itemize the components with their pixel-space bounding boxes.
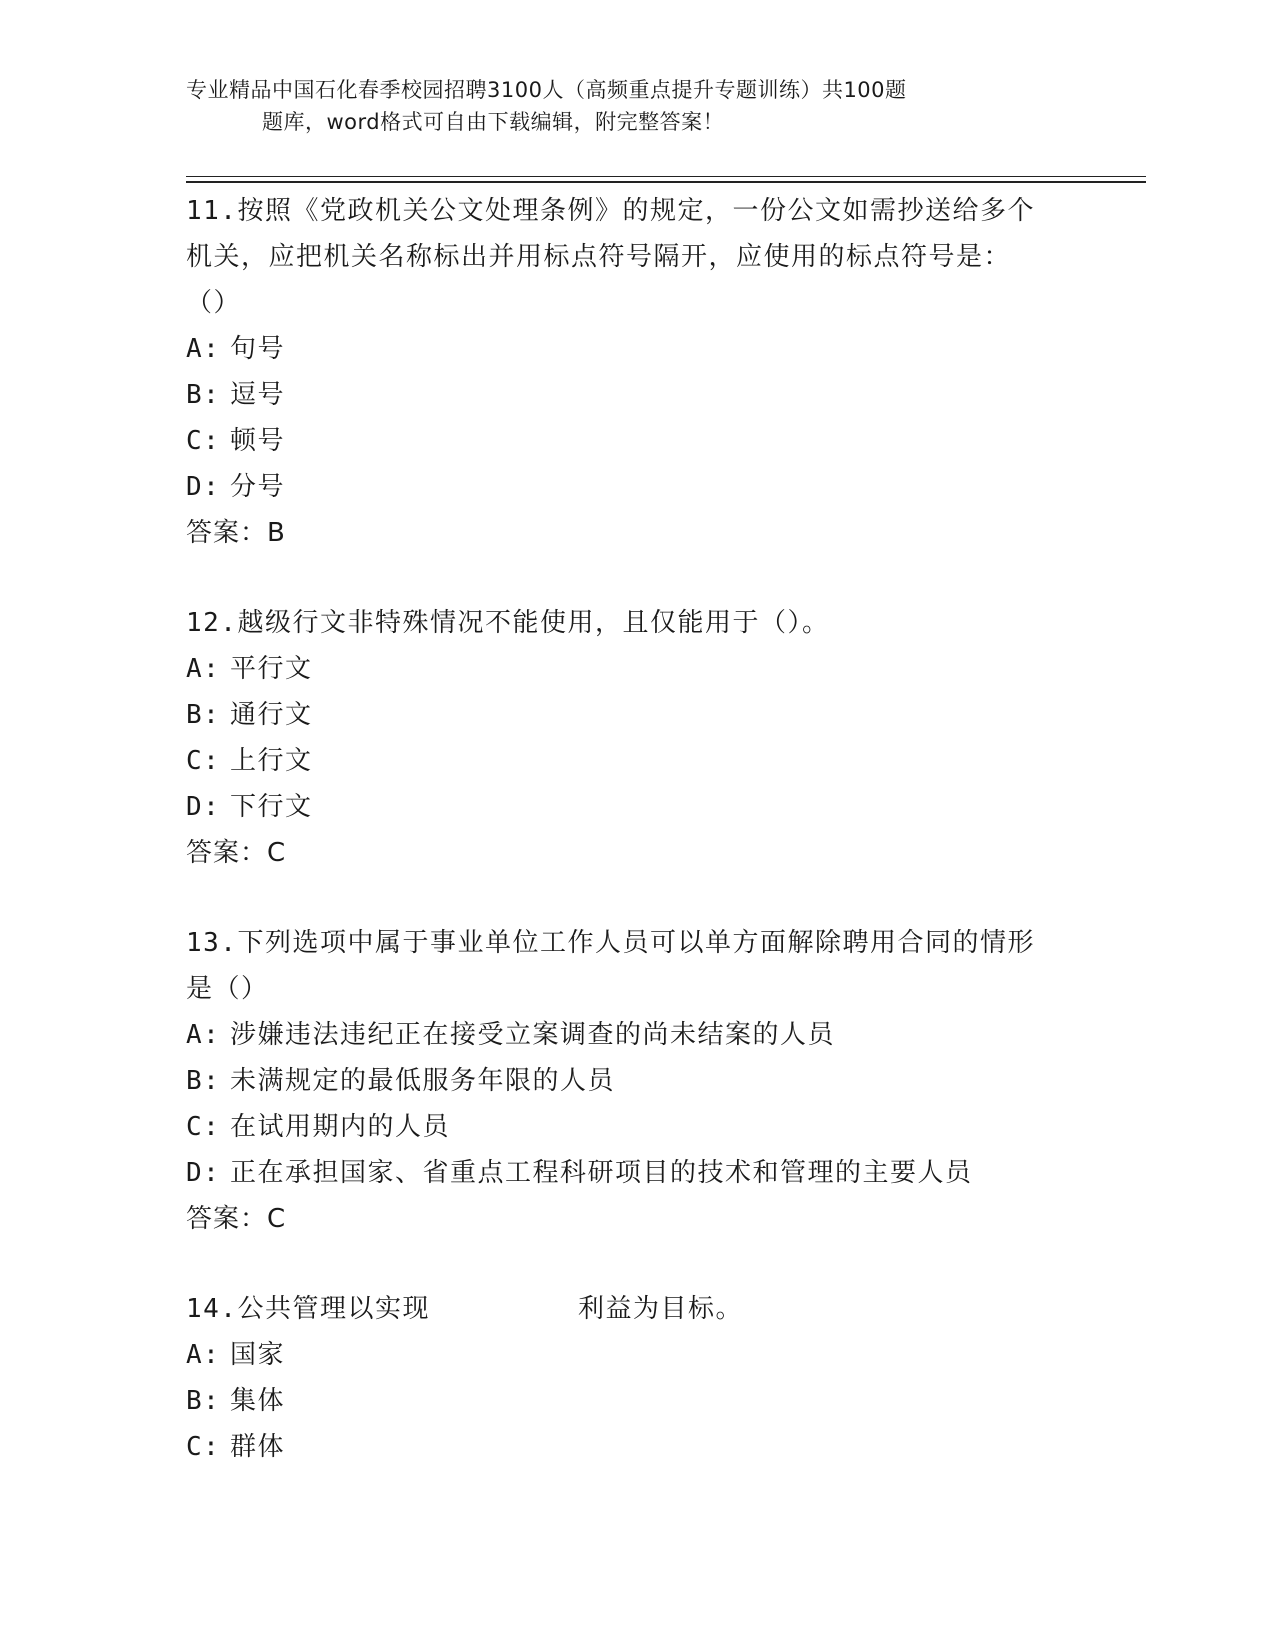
option-a — [186, 646, 1086, 692]
question-text-line: 机关，应把机关名称标出并用标点符号隔开，应使用的标点符号是： — [186, 242, 1012, 272]
question-text-after-blank: 利益为目标。 — [577, 1294, 743, 1324]
document-header — [186, 74, 1086, 138]
option-letter: C: — [186, 746, 221, 776]
option-letter: D: — [186, 1158, 221, 1188]
question-text-line: 12.越级行文非特殊情况不能使用，且仅能用于（）。 — [186, 608, 830, 638]
option-text: 句号 — [230, 334, 286, 364]
answer-line: 答案：C — [186, 838, 287, 868]
question-12 — [186, 600, 1086, 876]
option-d — [186, 464, 1086, 510]
option-a — [186, 1332, 1086, 1378]
option-text: 分号 — [230, 472, 286, 502]
option-a — [186, 1012, 1086, 1058]
option-c — [186, 1424, 1086, 1470]
question-list — [186, 188, 1086, 1470]
option-b — [186, 1378, 1086, 1424]
option-text: 未满规定的最低服务年限的人员 — [230, 1066, 616, 1096]
question-text-line: （） — [186, 288, 242, 318]
option-letter: A: — [186, 334, 221, 364]
option-text: 群体 — [230, 1432, 286, 1462]
option-text: 正在承担国家、省重点工程科研项目的技术和管理的主要人员 — [230, 1158, 973, 1188]
option-text: 通行文 — [230, 700, 313, 730]
option-letter: D: — [186, 472, 221, 502]
option-letter: A: — [186, 654, 221, 684]
option-letter: D: — [186, 792, 221, 822]
option-d — [186, 784, 1086, 830]
question-text-before-blank: 14.公共管理以实现 — [186, 1294, 430, 1324]
option-letter: C: — [186, 1112, 221, 1142]
question-text-line: 是（） — [186, 974, 269, 1004]
option-letter: B: — [186, 1066, 221, 1096]
option-text: 国家 — [230, 1340, 286, 1370]
option-text: 顿号 — [230, 426, 286, 456]
option-letter: C: — [186, 426, 221, 456]
header-title-line2: 题库，word格式可自由下载编辑，附完整答案！ — [262, 110, 725, 134]
option-text: 涉嫌违法违纪正在接受立案调查的尚未结案的人员 — [230, 1020, 836, 1050]
option-a — [186, 326, 1086, 372]
question-14 — [186, 1286, 1086, 1470]
option-text: 下行文 — [230, 792, 313, 822]
question-text-line: 13.下列选项中属于事业单位工作人员可以单方面解除聘用合同的情形 — [186, 928, 1035, 958]
option-letter: B: — [186, 380, 221, 410]
option-text: 集体 — [230, 1386, 286, 1416]
option-b — [186, 1058, 1086, 1104]
header-title-line1: 专业精品中国石化春季校园招聘3100人（高频重点提升专题训练）共100题 — [186, 78, 907, 102]
option-c — [186, 418, 1086, 464]
option-text: 上行文 — [230, 746, 313, 776]
option-c — [186, 1104, 1086, 1150]
option-letter: A: — [186, 1340, 221, 1370]
option-b — [186, 692, 1086, 738]
question-13 — [186, 920, 1086, 1242]
question-text-line — [186, 1286, 1086, 1332]
option-text: 平行文 — [230, 654, 313, 684]
question-11 — [186, 188, 1086, 556]
option-c — [186, 738, 1086, 784]
header-rule-thin — [186, 176, 1146, 177]
option-letter: A: — [186, 1020, 221, 1050]
option-text: 在试用期内的人员 — [230, 1112, 451, 1142]
question-text-line: 11.按照《党政机关公文处理条例》的规定，一份公文如需抄送给多个 — [186, 196, 1035, 226]
option-d — [186, 1150, 1086, 1196]
header-rule-thick — [186, 181, 1146, 183]
option-b — [186, 372, 1086, 418]
answer-line: 答案：B — [186, 518, 286, 548]
option-letter: B: — [186, 700, 221, 730]
option-text: 逗号 — [230, 380, 286, 410]
option-letter: B: — [186, 1386, 221, 1416]
option-letter: C: — [186, 1432, 221, 1462]
answer-line: 答案：C — [186, 1204, 287, 1234]
